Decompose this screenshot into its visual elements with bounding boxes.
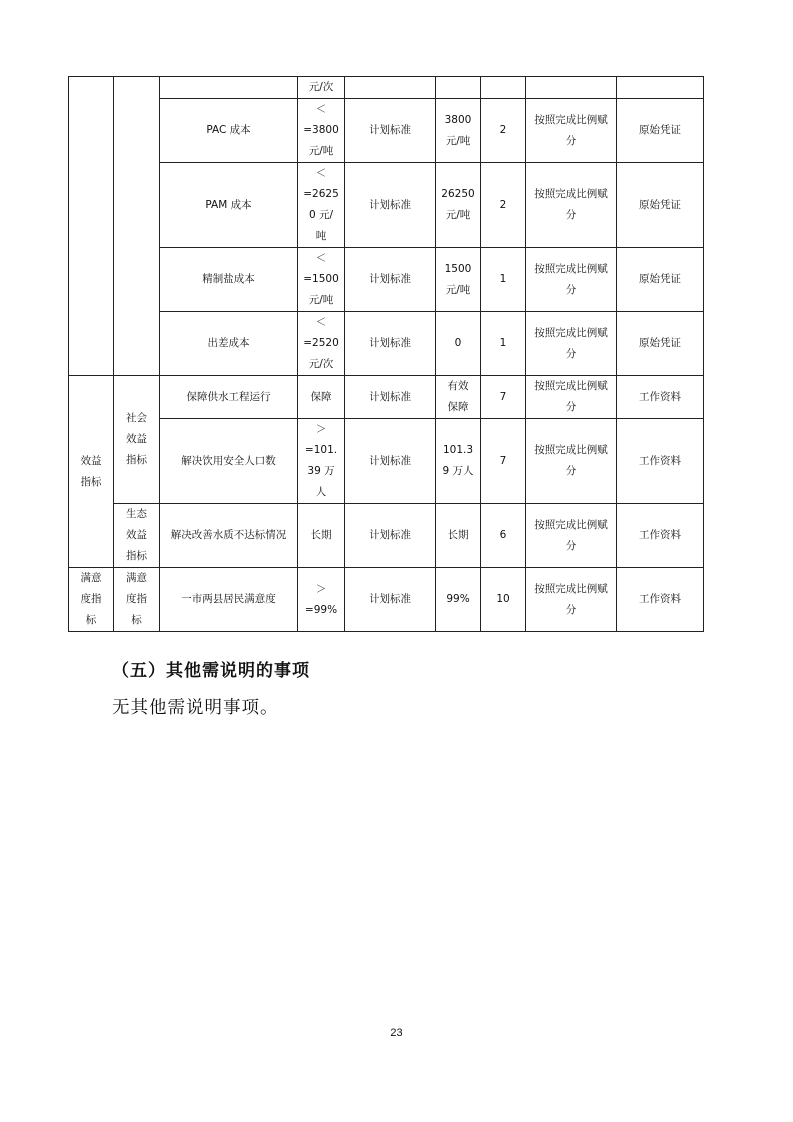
method-cell: 按照完成比例赋 分 <box>526 568 617 632</box>
level2-eco-cell: 生态 效益 指标 <box>114 504 160 568</box>
score-cell: 7 <box>481 419 526 504</box>
score-cell: 10 <box>481 568 526 632</box>
level2-social-cell: 社会 效益 指标 <box>114 376 160 504</box>
actual-cell: 26250 元/吨 <box>436 163 481 248</box>
basis-cell: 计划标准 <box>345 99 436 163</box>
standard-cell: ＜ =2625 0 元/ 吨 <box>298 163 345 248</box>
score-cell: 1 <box>481 248 526 312</box>
actual-cell: 0 <box>436 312 481 376</box>
table-row <box>69 248 704 312</box>
actual-cell: 1500 元/吨 <box>436 248 481 312</box>
basis-cell: 计划标准 <box>345 376 436 419</box>
table-row <box>69 376 704 419</box>
evidence-cell: 工作资料 <box>617 419 704 504</box>
actual-cell: 101.3 9 万人 <box>436 419 481 504</box>
page-number: 23 <box>390 1027 403 1039</box>
indicator-name-cell: 解决改善水质不达标情况 <box>160 504 298 568</box>
section-heading: （五）其他需说明的事项 <box>112 661 310 681</box>
actual-cell <box>436 77 481 99</box>
basis-cell: 计划标准 <box>345 419 436 504</box>
standard-cell: ＞ =101. 39 万 人 <box>298 419 345 504</box>
table-row <box>69 99 704 163</box>
standard-cell: 元/次 <box>298 77 345 99</box>
method-cell: 按照完成比例赋 分 <box>526 312 617 376</box>
score-cell: 6 <box>481 504 526 568</box>
table-row <box>69 163 704 248</box>
score-cell: 7 <box>481 376 526 419</box>
level2-satisfaction-cell: 满意 度指 标 <box>114 568 160 632</box>
evidence-cell: 原始凭证 <box>617 248 704 312</box>
level1-satisfaction-cell: 满意 度指 标 <box>69 568 114 632</box>
basis-cell: 计划标准 <box>345 248 436 312</box>
basis-cell: 计划标准 <box>345 504 436 568</box>
standard-cell: ＜ =2520 元/次 <box>298 312 345 376</box>
basis-cell <box>345 77 436 99</box>
evidence-cell: 工作资料 <box>617 504 704 568</box>
standard-cell: ＞ =99% <box>298 568 345 632</box>
method-cell: 按照完成比例赋 分 <box>526 504 617 568</box>
table-row <box>69 77 704 99</box>
method-cell: 按照完成比例赋 分 <box>526 99 617 163</box>
evidence-cell: 工作资料 <box>617 568 704 632</box>
indicator-name-cell: 出差成本 <box>160 312 298 376</box>
score-cell <box>481 77 526 99</box>
table-row <box>69 504 704 568</box>
basis-cell: 计划标准 <box>345 312 436 376</box>
actual-cell: 3800 元/吨 <box>436 99 481 163</box>
actual-cell: 有效 保障 <box>436 376 481 419</box>
indicator-name-cell <box>160 77 298 99</box>
evidence-cell: 原始凭证 <box>617 163 704 248</box>
section-body-text: 无其他需说明事项。 <box>112 698 279 718</box>
indicator-name-cell: PAM 成本 <box>160 163 298 248</box>
score-cell: 1 <box>481 312 526 376</box>
level1-benefit-cell: 效益 指标 <box>69 376 114 568</box>
indicator-name-cell: 精制盐成本 <box>160 248 298 312</box>
basis-cell: 计划标准 <box>345 568 436 632</box>
performance-indicator-table <box>68 76 704 632</box>
standard-cell: 保障 <box>298 376 345 419</box>
method-cell: 按照完成比例赋 分 <box>526 419 617 504</box>
standard-cell: ＜ =3800 元/吨 <box>298 99 345 163</box>
standard-cell: ＜ =1500 元/吨 <box>298 248 345 312</box>
level2-cell <box>114 77 160 376</box>
score-cell: 2 <box>481 163 526 248</box>
table-row <box>69 312 704 376</box>
evidence-cell: 原始凭证 <box>617 312 704 376</box>
indicator-name-cell: PAC 成本 <box>160 99 298 163</box>
indicator-name-cell: 一市两县居民满意度 <box>160 568 298 632</box>
basis-cell: 计划标准 <box>345 163 436 248</box>
table-row <box>69 419 704 504</box>
actual-cell: 长期 <box>436 504 481 568</box>
evidence-cell: 工作资料 <box>617 376 704 419</box>
method-cell: 按照完成比例赋 分 <box>526 248 617 312</box>
evidence-cell: 原始凭证 <box>617 99 704 163</box>
indicator-name-cell: 保障供水工程运行 <box>160 376 298 419</box>
method-cell: 按照完成比例赋 分 <box>526 376 617 419</box>
table-row <box>69 568 704 632</box>
standard-cell: 长期 <box>298 504 345 568</box>
method-cell: 按照完成比例赋 分 <box>526 163 617 248</box>
score-cell: 2 <box>481 99 526 163</box>
level1-cell <box>69 77 114 376</box>
indicator-name-cell: 解决饮用安全人口数 <box>160 419 298 504</box>
evidence-cell <box>617 77 704 99</box>
actual-cell: 99% <box>436 568 481 632</box>
method-cell <box>526 77 617 99</box>
